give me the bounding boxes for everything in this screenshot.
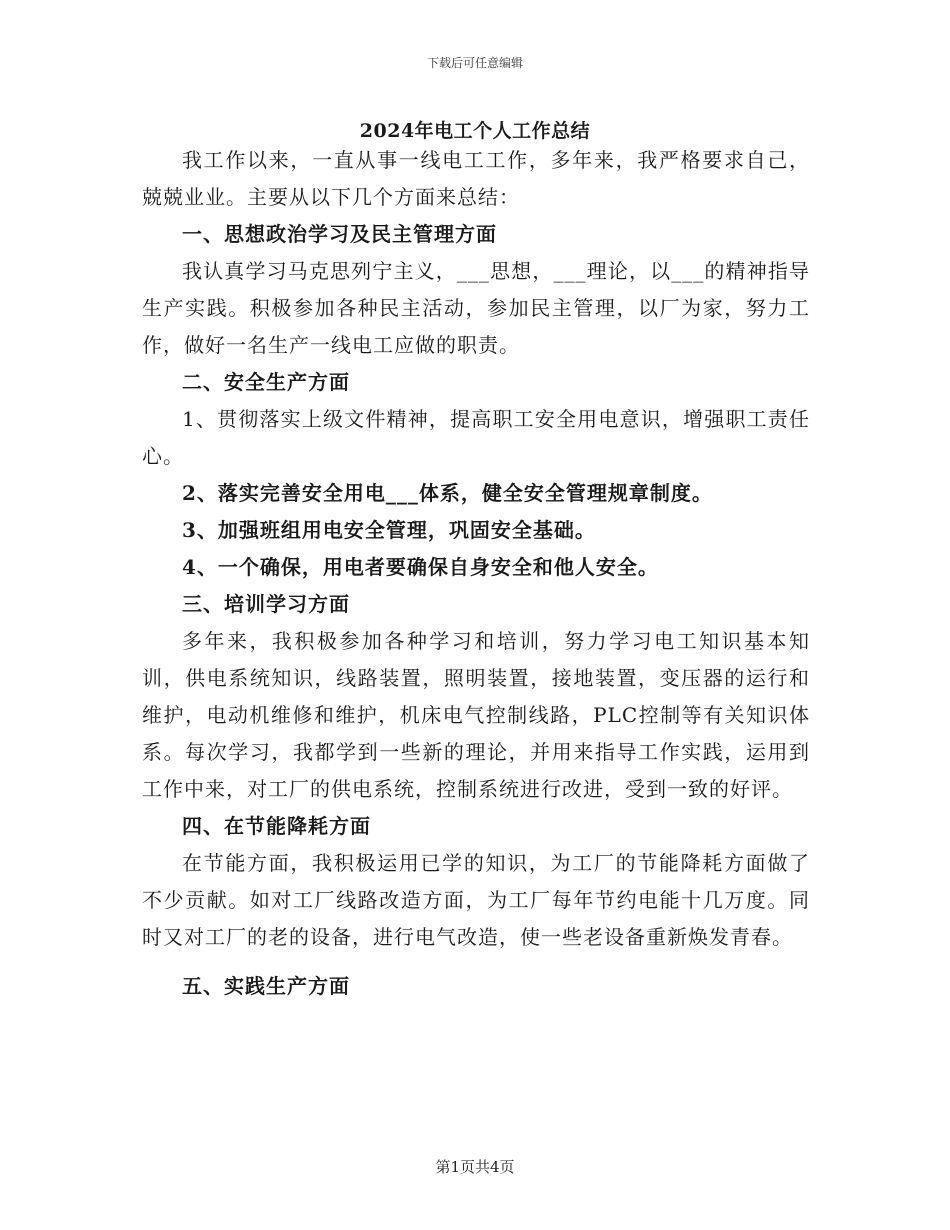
section-heading-energy: 四、在节能降耗方面 <box>182 814 371 838</box>
training-paragraph: 多年来，我积极参加各种学习和培训，努力学习电工知识基本知训，供电系统知识，线路装置，照明装置，接地装置，变压器的运行和维护，电动机维修和维护，机床电气控制线路，PLC控制等有关知识体系。每次学习，我都学到一些新的理论，并用来指导工作实践，运用到工作中来，对工厂的供电系统，控制系统进行改进，受到一致的好评。 <box>142 629 810 801</box>
section-heading-politics: 一、思想政治学习及民主管理方面 <box>182 222 497 246</box>
section-heading-training: 三、培训学习方面 <box>182 592 350 616</box>
safety-item-2: 2、落实完善安全用电___体系，健全安全管理规章制度。 <box>182 481 713 505</box>
header-note: 下载后可任意编辑 <box>426 56 523 70</box>
page-footer: 第1页共4页 <box>435 1158 515 1176</box>
document-body <box>142 142 810 1005</box>
politics-paragraph: 我认真学习马克思列宁主义，___思想，___理论，以___的精神指导生产实践。积极参加各种民主活动，参加民主管理，以厂为家，努力工作，做好一名生产一线电工应做的职责。 <box>142 259 810 357</box>
intro-paragraph: 我工作以来，一直从事一线电工工作，多年来，我严格要求自己，兢兢业业。主要从以下几个方面来总结： <box>142 148 810 209</box>
energy-paragraph: 在节能方面，我积极运用已学的知识，为工厂的节能降耗方面做了不少贡献。如对工厂线路改造方面，为工厂每年节约电能十几万度。同时又对工厂的老的设备，进行电气改造，使一些老设备重新焕发青春。 <box>142 851 810 949</box>
document-title: 2024年电工个人工作总结 <box>359 120 591 142</box>
safety-item-3: 3、加强班组用电安全管理，巩固安全基础。 <box>182 518 596 542</box>
section-heading-practice: 五、实践生产方面 <box>182 974 350 998</box>
section-heading-safety: 二、安全生产方面 <box>182 370 350 394</box>
safety-item-1: 1、贯彻落实上级文件精神，提高职工安全用电意识，增强职工责任心。 <box>142 407 810 468</box>
safety-item-4: 4、一个确保，用电者要确保自身安全和他人安全。 <box>182 555 659 579</box>
